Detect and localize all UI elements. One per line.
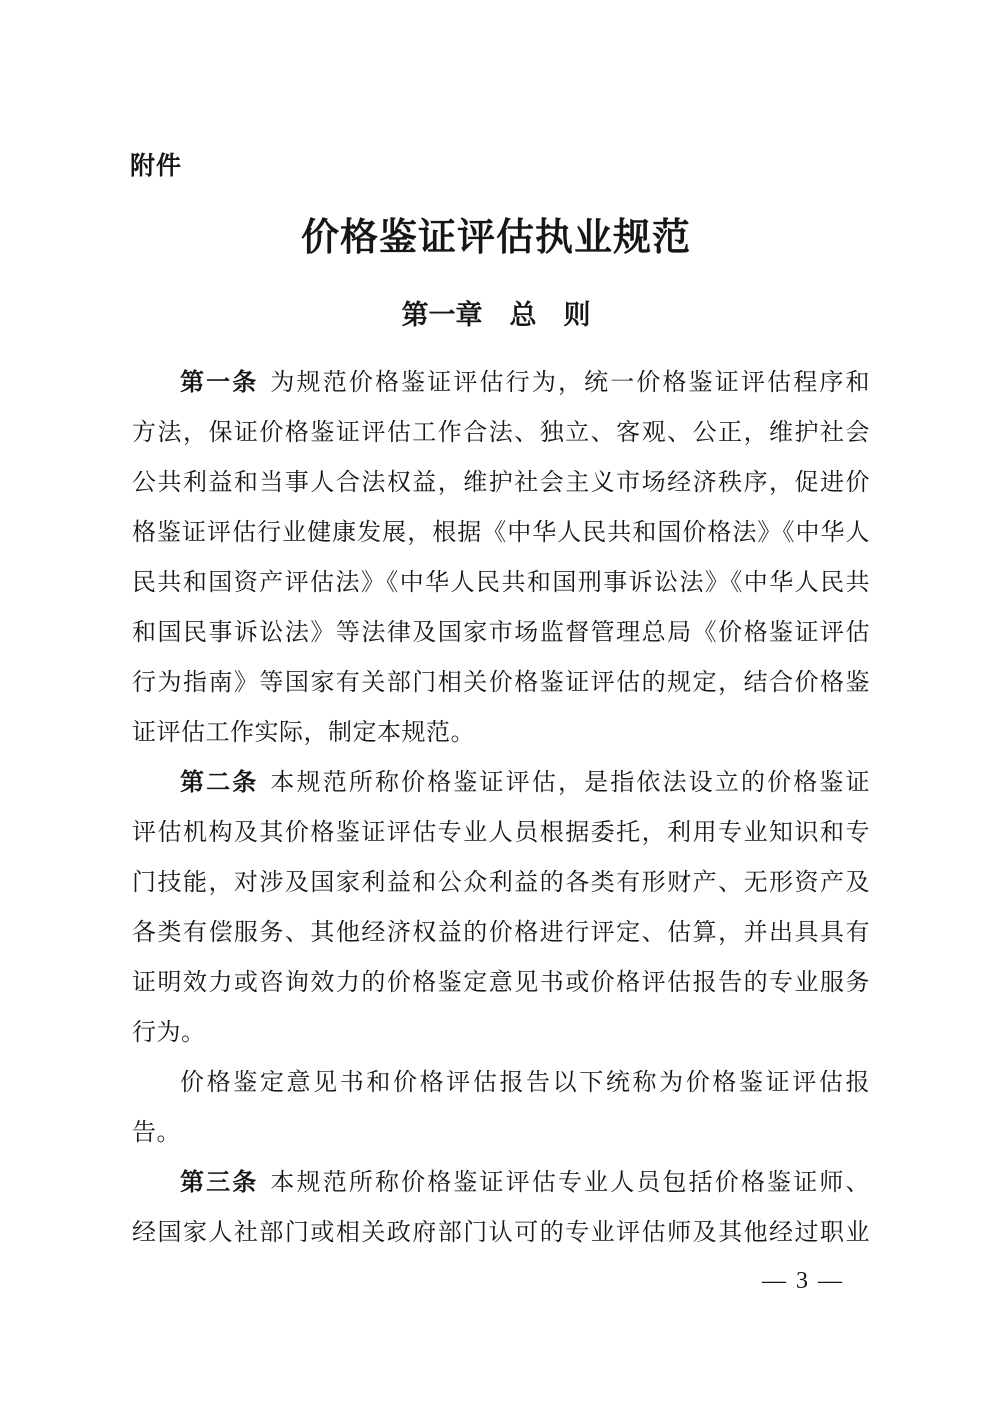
text-line — [132, 1058, 870, 1108]
line-text: 评估机构及其价格鉴证评估专业人员根据委托，利用专业知识和专 — [132, 820, 870, 846]
chapter-heading: 第一章 总 则 — [401, 300, 591, 330]
text-line — [132, 408, 870, 458]
line-text: 证明效力或咨询效力的价格鉴定意见书或价格评估报告的专业服务 — [132, 970, 870, 996]
line-text: 门技能，对涉及国家利益和公众利益的各类有形财产、无形资产及 — [132, 870, 870, 896]
document-title: 价格鉴证评估执业规范 — [300, 217, 691, 259]
article-number: 第二条 — [180, 769, 259, 796]
line-text: 和国民事诉讼法》等法律及国家市场监督管理总局《价格鉴证评估 — [132, 620, 870, 646]
attachment-label: 附件 — [130, 152, 183, 180]
text-line — [132, 658, 870, 708]
text-line — [132, 758, 870, 808]
text-line — [132, 1208, 870, 1258]
line-text: 本规范所称价格鉴证评估，是指依法设立的价格鉴证 — [270, 770, 871, 796]
text-line — [132, 708, 870, 758]
text-line — [132, 458, 870, 508]
line-text: 公共利益和当事人合法权益，维护社会主义市场经济秩序，促进价 — [132, 470, 870, 496]
text-line — [132, 508, 870, 558]
line-text: 价格鉴定意见书和价格评估报告以下统称为价格鉴证评估报 — [180, 1070, 870, 1096]
line-text: 本规范所称价格鉴证评估专业人员包括价格鉴证师、 — [270, 1170, 871, 1196]
line-text: 民共和国资产评估法》《中华人民共和国刑事诉讼法》《中华人民共 — [132, 570, 870, 596]
line-text: 格鉴证评估行业健康发展，根据《中华人民共和国价格法》《中华人 — [132, 520, 870, 546]
line-text: 为规范价格鉴证评估行为，统一价格鉴证评估程序和 — [270, 370, 871, 396]
line-text: 方法，保证价格鉴证评估工作合法、独立、客观、公正，维护社会 — [132, 420, 870, 446]
line-text: 证评估工作实际，制定本规范。 — [132, 720, 475, 746]
line-text: 行为指南》等国家有关部门相关价格鉴证评估的规定，结合价格鉴 — [132, 670, 870, 696]
text-line — [132, 608, 870, 658]
line-text: 行为。 — [132, 1020, 206, 1046]
text-line — [132, 1008, 870, 1058]
text-line — [132, 958, 870, 1008]
article-number: 第一条 — [180, 369, 259, 396]
text-line — [132, 908, 870, 958]
article-number: 第三条 — [180, 1169, 259, 1196]
line-text: 各类有偿服务、其他经济权益的价格进行评定、估算，并出具具有 — [132, 920, 870, 946]
text-line — [132, 358, 870, 408]
page-number: — 3 — — [762, 1268, 844, 1294]
text-line — [132, 858, 870, 908]
line-text: 经国家人社部门或相关政府部门认可的专业评估师及其他经过职业 — [132, 1220, 870, 1246]
text-line — [132, 1158, 870, 1208]
text-line — [132, 1108, 870, 1158]
text-line — [132, 808, 870, 858]
text-line — [132, 558, 870, 608]
document-body — [132, 358, 870, 1258]
line-text: 告。 — [132, 1120, 181, 1146]
